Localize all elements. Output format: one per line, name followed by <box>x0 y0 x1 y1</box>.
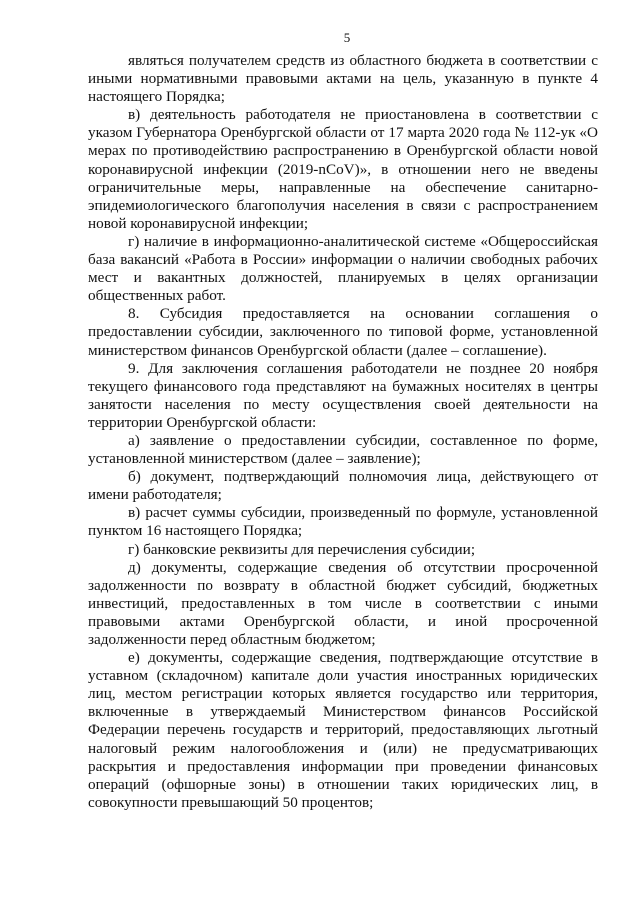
paragraph-item-b: б) документ, подтверждающий полномочия лица, действующего от имени работодателя; <box>88 468 598 504</box>
paragraph-item-a: а) заявление о предоставлении субсидии, составленное по форме, установленной министерством (далее – заявление); <box>88 431 598 468</box>
paragraph-item-e: е) документы, содержащие сведения, подтверждающие отсутствие в уставном (складочном) капитале доли участия иностранных юридических лиц, местом регистрации которых является государство или территория, включенные в утверждаемый Министерством финансов Российской Федерации перечень государств и территорий, предоставляющих льготный налоговый режим налогообложения и (или) не предусматривающих раскрытия и предоставления информации при проведении финансовых операций (офшорные зоны) в отношении таких юридических лиц, в совокупности превышающий 50 процентов; <box>88 649 598 811</box>
paragraph-8: 8. Субсидия предоставляется на основании соглашения о предоставлении субсидии, заключенного по типовой форме, установленной министерством финансов Оренбургской области (далее – соглашение). <box>88 305 598 359</box>
paragraph-item-v: в) деятельность работодателя не приостановлена в соответствии с указом Губернатора Оренбургской области от 17 марта 2020 года № 112-ук «О мерах по противодействию распространению в Оренбургской области новой коронавирусной инфекции (2019-nCoV)», в отношении него не введены ограничительные меры, направленные на обеспечение санитарно-эпидемиологического благополучия населения в связи с распространением новой коронавирусной инфекции; <box>88 106 598 232</box>
page-number: 5 <box>343 30 351 45</box>
paragraph-9: 9. Для заключения соглашения работодатели не позднее 20 ноября текущего финансового года представляют на бумажных носителях в центры занятости населения по месту осуществления своей деятельности на территории Оренбургской области: <box>88 359 598 431</box>
paragraph-item-g: г) наличие в информационно-аналитической системе «Общероссийская база вакансий «Работа в России» информации о наличии свободных рабочих мест и вакантных должностей, планируемых в целях организации общественных работ. <box>88 232 598 305</box>
paragraph-item-v2: в) расчет суммы субсидии, произведенный по формуле, установленной пунктом 16 настоящего Порядка; <box>88 504 598 540</box>
paragraph-continuation: являться получателем средств из областного бюджета в соответствии с иными нормативными правовыми актами на цель, указанную в пункте 4 настоящего Порядка; <box>88 52 598 106</box>
document-page <box>88 30 598 812</box>
paragraph-item-g2: г) банковские реквизиты для перечисления субсидии; <box>128 540 476 558</box>
paragraph-item-d: д) документы, содержащие сведения об отсутствии просроченной задолженности по возврату в областной бюджет субсидий, бюджетных инвестиций, предоставленных в том числе в соответствии с иными правовыми актами Оренбургской области, и иной просроченной задолженности перед областным бюджетом; <box>88 558 598 648</box>
